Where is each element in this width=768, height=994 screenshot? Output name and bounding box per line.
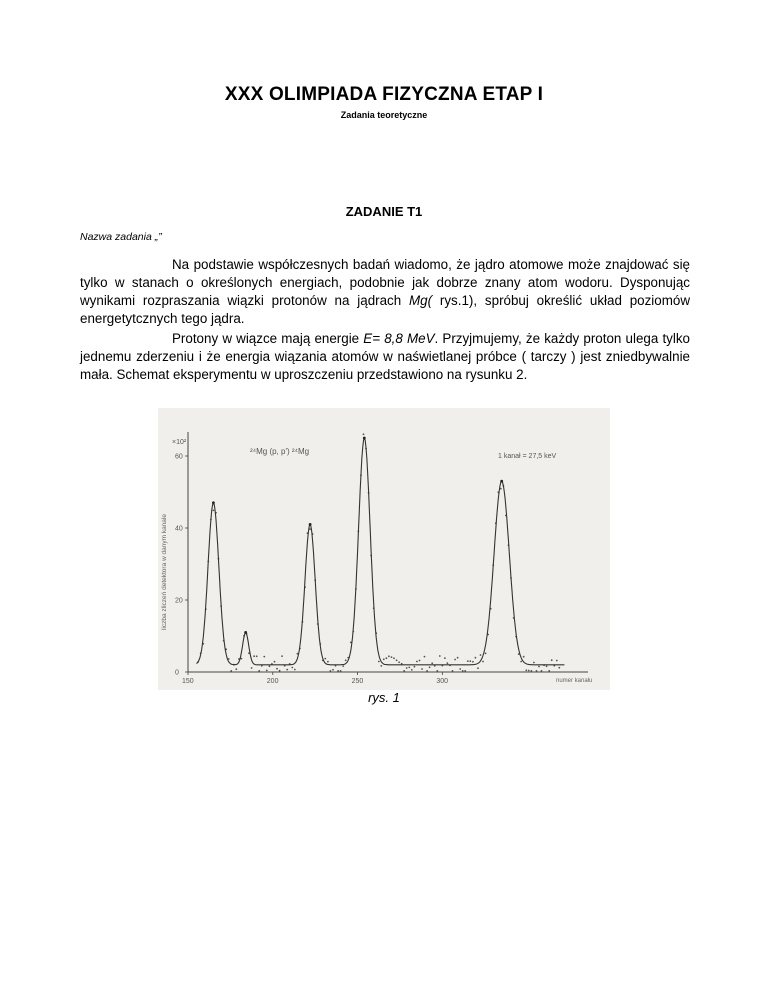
data-point: [429, 666, 431, 668]
peak-marker: [309, 523, 312, 526]
data-point: [520, 661, 522, 663]
data-point: [396, 659, 398, 661]
data-point: [467, 660, 469, 662]
data-point: [469, 660, 471, 662]
data-point: [475, 657, 477, 659]
data-point: [279, 670, 281, 672]
nucleus-symbol: Mg(: [409, 293, 433, 308]
y-tick-label: 20: [175, 597, 183, 605]
data-point: [477, 667, 479, 669]
page-subtitle: Zadania teoretyczne: [340, 110, 428, 120]
data-point: [393, 657, 395, 659]
data-point: [398, 661, 400, 663]
data-point: [342, 665, 344, 667]
data-point: [251, 667, 253, 669]
chart-fitted-curve: [197, 438, 565, 665]
data-point: [324, 658, 326, 660]
y-axis-multiplier: ×10²: [172, 439, 187, 446]
data-point: [531, 670, 533, 672]
data-point: [274, 661, 276, 663]
paragraph-conditions-text-c: . Przyjmujemy, że każdy proton ulega tylko jednemu zderzeniu i że energia wiązania atomów w naświetlanej próbce ( tarczy ) jest zniedbywalnie mała. Schemat eksperymentu w uproszczeniu przedstawiono na rysunku 2.: [80, 331, 690, 382]
data-point: [383, 658, 385, 660]
data-point: [253, 655, 255, 657]
data-point: [408, 667, 410, 669]
paragraph-conditions: [80, 330, 690, 384]
data-point: [439, 655, 441, 657]
paragraph-intro: [80, 256, 690, 328]
x-tick-label: 150: [182, 678, 194, 685]
peak-marker: [244, 631, 247, 634]
data-point: [327, 661, 329, 663]
data-point: [419, 660, 421, 662]
data-point: [436, 670, 438, 672]
data-point: [551, 659, 553, 661]
data-point: [462, 670, 464, 672]
figure-caption: rys. 1: [368, 690, 400, 705]
data-point: [541, 670, 543, 672]
data-point: [235, 668, 237, 670]
data-point: [528, 670, 530, 672]
data-point: [426, 670, 428, 672]
paragraph-conditions-text-a: Protony w wiązce mają energie: [172, 331, 364, 346]
data-point: [523, 656, 525, 658]
data-point: [386, 657, 388, 659]
spectrum-chart: [158, 408, 610, 690]
data-point: [213, 510, 215, 512]
data-point: [330, 670, 332, 672]
data-point: [337, 670, 339, 672]
data-point: [546, 665, 548, 667]
data-point: [391, 656, 393, 658]
peak-marker: [500, 480, 503, 483]
data-point: [258, 670, 260, 672]
data-point: [286, 669, 288, 671]
spectrum-figure: [158, 408, 610, 690]
data-point: [421, 668, 423, 670]
data-point: [388, 655, 390, 657]
data-point: [556, 660, 558, 662]
data-point: [447, 662, 449, 664]
fitted-curve-line: [197, 438, 565, 665]
y-axis-label: liczba zliczeń detektora w danym kanale: [161, 514, 168, 630]
data-point: [431, 662, 433, 664]
data-point: [380, 665, 382, 667]
data-point: [406, 667, 408, 669]
data-point: [281, 655, 283, 657]
data-point: [464, 670, 466, 672]
data-point: [533, 662, 535, 664]
data-point: [345, 659, 347, 661]
data-point: [558, 667, 560, 669]
energy-value: E= 8,8 MeV: [363, 331, 435, 346]
data-point: [536, 670, 538, 672]
peak-marker: [363, 437, 366, 440]
data-point: [480, 654, 482, 656]
data-point: [525, 669, 527, 671]
task-name: Nazwa zadania „”: [80, 231, 162, 243]
x-tick-label: 300: [436, 678, 449, 685]
data-point: [457, 657, 459, 659]
chart-peaks: [212, 437, 503, 634]
data-point: [256, 655, 258, 657]
data-point: [459, 668, 461, 670]
x-tick-label: 200: [266, 678, 279, 685]
data-point: [444, 657, 446, 659]
x-axis-label: numer kanału: [556, 678, 593, 684]
x-tick-label: 250: [351, 678, 364, 685]
data-point: [276, 668, 278, 670]
data-point: [452, 670, 454, 672]
data-point: [472, 661, 474, 663]
page-title: XXX OLIMPIADA FIZYCZNA ETAP I: [224, 84, 544, 105]
data-point: [269, 665, 271, 667]
chart-axes: [188, 432, 588, 672]
data-point: [294, 669, 296, 671]
data-point: [403, 670, 405, 672]
paragraph-intro-text-c: rys.1), spróbuj określić układ poziomów energetytcznych tego jądra.: [80, 293, 690, 326]
data-point: [548, 670, 550, 672]
y-tick-label: 40: [175, 525, 183, 533]
data-point: [266, 670, 268, 672]
data-point: [411, 669, 413, 671]
data-point: [485, 653, 487, 655]
chart-title: ²⁴Mg (p, p') ²⁴Mg: [250, 447, 310, 456]
data-point: [482, 661, 484, 663]
chart-annotation: 1 kanał = 27,5 keV: [498, 453, 557, 460]
data-point: [454, 659, 456, 661]
data-point: [230, 670, 232, 672]
y-tick-label: 0: [175, 669, 179, 677]
y-tick-label: 60: [175, 453, 183, 461]
paragraph-intro-text-a: Na podstawie współczesnych badań wiadomo, że jądro atomowe może znajdować się tylko w stanach o określonych energiach, podobnie jak dobrze znany atom wodoru. Dysponując wynikami rozpraszania wiązki protonów na jądrach: [80, 257, 690, 308]
data-point: [263, 656, 265, 658]
peak-marker: [212, 501, 215, 504]
data-point: [378, 661, 380, 663]
data-point: [538, 666, 540, 668]
chart-scatter-points: [197, 433, 560, 671]
task-heading: ZADANIE T1: [345, 204, 423, 219]
data-point: [363, 433, 365, 435]
data-point: [416, 661, 418, 663]
chart-ticks: [175, 454, 448, 686]
data-point: [332, 669, 334, 671]
data-point: [291, 667, 293, 669]
data-point: [414, 666, 416, 668]
data-point: [424, 656, 426, 658]
data-point: [340, 670, 342, 672]
